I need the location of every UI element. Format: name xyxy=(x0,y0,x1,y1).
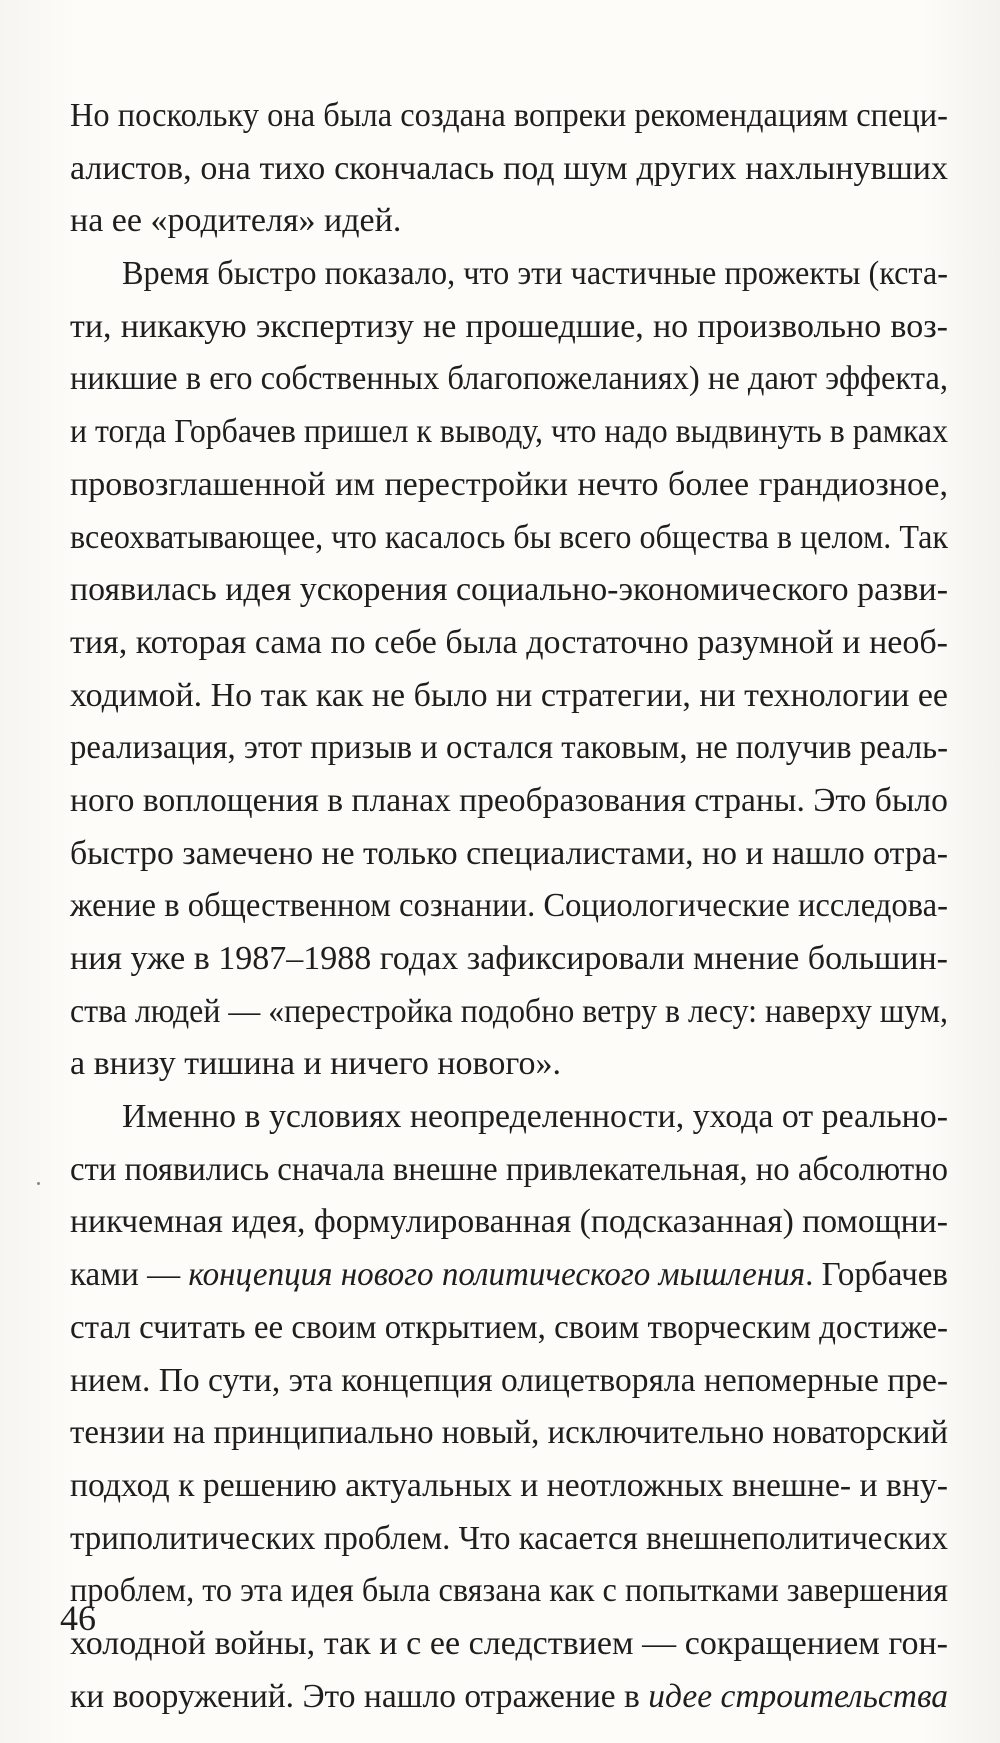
text-line: и тогда Горбачев пришел к выводу, что надо выдвинуть в рамках xyxy=(70,413,948,451)
italic-phrase: идее строительства xyxy=(648,1677,949,1715)
text-line: провозглашенной им перестройки нечто более грандиозное, xyxy=(70,465,948,503)
text-line: на ее «родителя» идей. xyxy=(70,202,402,240)
text-line: ходимой. Но так как не было ни стратегии, ни технологии ее xyxy=(70,676,948,714)
text-segment: ки вооружений. Это нашло отражение в xyxy=(70,1677,649,1715)
text-line: Но поскольку она была создана вопреки рекомендациям специ- xyxy=(70,97,948,134)
text-line: никчемная идея, формулированная (подсказанная) помощни- xyxy=(70,1203,948,1241)
text-line xyxy=(70,1671,948,1724)
text-line: Время быстро показало, что эти частичные прожекты (кста- xyxy=(122,255,948,293)
text-line: алистов, она тихо скончалась под шум других нахлынувших xyxy=(70,149,948,187)
text-line: всеохватывающее, что касалось бы всего общества в целом. Так xyxy=(70,518,948,556)
text-line: холодной войны, так и с ее следствием — сокращением гон- xyxy=(70,1624,948,1662)
text-line: ства людей — «перестройка подобно ветру в лесу: наверху шум, xyxy=(70,992,948,1030)
text-segment: ками — xyxy=(70,1256,189,1294)
text-line: ного воплощения в планах преобразования страны. Это было xyxy=(70,781,948,819)
paper-speck xyxy=(37,1182,40,1185)
text-line: подход к решению актуальных и неотложных внешне- и вну- xyxy=(70,1466,949,1504)
italic-phrase: концепция нового политического мышления xyxy=(188,1256,806,1294)
text-line: быстро замечено не только специалистами, но и нашло отра- xyxy=(70,834,948,872)
text-line: а внизу тишина и ничего нового». xyxy=(70,1045,561,1083)
text-line: никшие в его собственных благопожеланиях) не дают эффекта, xyxy=(70,360,949,398)
text-line: проблем, то эта идея была связана как с попытками завершения xyxy=(70,1572,949,1610)
text-line: появилась идея ускорения социально-экономического разви- xyxy=(70,571,949,609)
text-line: Именно в условиях неопределенности, ухода от реально- xyxy=(122,1098,949,1136)
body-text xyxy=(70,90,948,1723)
text-line: стал считать ее своим открытием, своим творческим достиже- xyxy=(70,1308,949,1346)
text-line: реализация, этот призыв и остался таковым, не получив реаль- xyxy=(70,729,949,767)
text-line: триполитических проблем. Что касается внешнеполитических xyxy=(70,1519,949,1557)
text-line: нием. По сути, эта концепция олицетворяла непомерные пре- xyxy=(70,1361,949,1399)
text-line: ния уже в 1987–1988 годах зафиксировали мнение большин- xyxy=(70,940,948,977)
text-line: сти появились сначала внешне привлекательная, но абсолютно xyxy=(70,1150,949,1188)
page-number: 46 xyxy=(60,1598,96,1638)
text-line xyxy=(70,1249,948,1302)
text-segment: . Горбачев xyxy=(805,1256,949,1294)
text-line: ти, никакую экспертизу не прошедшие, но произвольно воз- xyxy=(70,307,948,345)
text-line: тия, которая сама по себе была достаточно разумной и необ- xyxy=(70,623,948,661)
text-line: жение в общественном сознании. Социологические исследова- xyxy=(70,887,949,925)
text-line: тензии на принципиально новый, исключительно новаторский xyxy=(70,1414,948,1452)
